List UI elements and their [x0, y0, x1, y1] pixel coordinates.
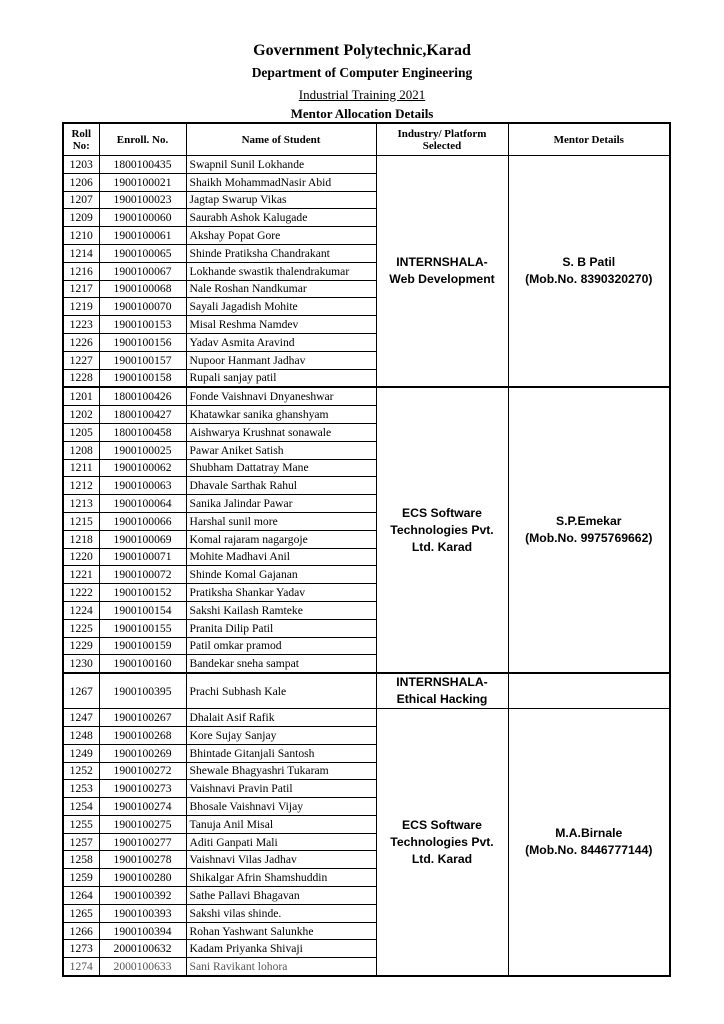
roll-cell: 1264 [63, 887, 99, 905]
name-cell: Kadam Priyanka Shivaji [186, 940, 376, 958]
table-row [63, 387, 670, 405]
enroll-cell: 2000100632 [99, 940, 186, 958]
roll-cell: 1227 [63, 351, 99, 369]
enroll-cell: 1900100064 [99, 495, 186, 513]
roll-cell: 1229 [63, 637, 99, 655]
enroll-cell: 1800100458 [99, 423, 186, 441]
enroll-cell: 1900100066 [99, 512, 186, 530]
roll-header-line2: No: [72, 139, 90, 152]
name-cell: Kore Sujay Sanjay [186, 726, 376, 744]
enroll-cell: 1900100273 [99, 780, 186, 798]
enroll-cell: 1900100394 [99, 922, 186, 940]
enroll-cell: 1900100157 [99, 351, 186, 369]
roll-cell: 1201 [63, 387, 99, 405]
industry-line: Technologies Pvt. [390, 522, 494, 537]
enroll-cell: 1900100025 [99, 441, 186, 459]
roll-cell: 1202 [63, 406, 99, 424]
name-cell: Pratiksha Shankar Yadav [186, 584, 376, 602]
roll-cell: 1215 [63, 512, 99, 530]
roll-cell: 1258 [63, 851, 99, 869]
roll-cell: 1228 [63, 369, 99, 387]
name-cell: Sanika Jalindar Pawar [186, 495, 376, 513]
name-cell: Harshal sunil more [186, 512, 376, 530]
enroll-cell: 1900100278 [99, 851, 186, 869]
name-cell: Bandekar sneha sampat [186, 655, 376, 673]
name-cell: Aditi Ganpati Mali [186, 833, 376, 851]
name-cell: Lokhande swastik thalendrakumar [186, 262, 376, 280]
roll-cell: 1255 [63, 815, 99, 833]
name-cell: Sathe Pallavi Bhagavan [186, 887, 376, 905]
name-cell: Pawar Aniket Satish [186, 441, 376, 459]
institution-title: Government Polytechnic,Karad [253, 42, 471, 59]
name-cell: Vaishnavi Vilas Jadhav [186, 851, 376, 869]
enroll-cell: 1900100152 [99, 584, 186, 602]
mentor-line: (Mob.No. 8446777144) [525, 843, 653, 858]
name-cell: Prachi Subhash Kale [186, 673, 376, 709]
mentor-header: Mentor Details [508, 123, 670, 156]
table-body [63, 156, 670, 977]
enroll-cell: 1900100071 [99, 548, 186, 566]
roll-cell: 1216 [63, 262, 99, 280]
roll-cell: 1223 [63, 316, 99, 334]
name-cell: Shinde Komal Gajanan [186, 566, 376, 584]
roll-cell: 1266 [63, 922, 99, 940]
enroll-cell: 1900100155 [99, 619, 186, 637]
name-cell: Shaikh MohammadNasir Abid [186, 173, 376, 191]
industry-line: Ltd. Karad [411, 539, 473, 554]
name-cell: Bhosale Vaishnavi Vijay [186, 798, 376, 816]
name-cell: Komal rajaram nagargoje [186, 530, 376, 548]
name-cell: Pranita Dilip Patil [186, 619, 376, 637]
roll-cell: 1253 [63, 780, 99, 798]
table-header-row [63, 123, 670, 156]
name-cell: Fonde Vaishnavi Dnyaneshwar [186, 387, 376, 405]
enroll-cell: 1900100275 [99, 815, 186, 833]
enroll-cell: 1900100069 [99, 530, 186, 548]
name-cell: Bhintade Gitanjali Santosh [186, 744, 376, 762]
roll-cell: 1219 [63, 298, 99, 316]
roll-cell: 1218 [63, 530, 99, 548]
mentor-cell [508, 387, 670, 673]
department-title: Department of Computer Engineering [251, 65, 473, 80]
roll-cell: 1213 [63, 495, 99, 513]
mentor-line: M.A.Birnale [555, 826, 623, 841]
roll-cell: 1224 [63, 601, 99, 619]
industry-line: ECS Software [402, 817, 482, 832]
roll-cell: 1249 [63, 744, 99, 762]
industry-header [376, 123, 508, 156]
roll-cell: 1208 [63, 441, 99, 459]
industry-header-line2: Selected [422, 139, 462, 152]
roll-cell: 1205 [63, 423, 99, 441]
name-cell: Tanuja Anil Misal [186, 815, 376, 833]
name-cell: Mohite Madhavi Anil [186, 548, 376, 566]
roll-cell: 1254 [63, 798, 99, 816]
name-cell: Aishwarya Krushnat sonawale [186, 423, 376, 441]
name-cell: Dhalait Asif Rafik [186, 709, 376, 727]
allocation-subtitle: Mentor Allocation Details [290, 106, 434, 121]
industry-line: Ethical Hacking [396, 692, 488, 707]
name-cell: Khatawkar sanika ghanshyam [186, 406, 376, 424]
enroll-cell: 1900100395 [99, 673, 186, 709]
enroll-cell: 1900100072 [99, 566, 186, 584]
name-cell: Shinde Pratiksha Chandrakant [186, 244, 376, 262]
roll-cell: 1207 [63, 191, 99, 209]
enroll-cell: 1900100061 [99, 227, 186, 245]
enroll-cell: 1900100280 [99, 869, 186, 887]
enroll-cell: 1900100063 [99, 477, 186, 495]
enroll-cell: 1800100426 [99, 387, 186, 405]
enroll-cell: 1900100158 [99, 369, 186, 387]
mentor-allocation-table [62, 122, 671, 977]
roll-cell: 1212 [63, 477, 99, 495]
enroll-cell: 1900100067 [99, 262, 186, 280]
roll-cell: 1273 [63, 940, 99, 958]
roll-cell: 1274 [63, 958, 99, 976]
enroll-cell: 1900100267 [99, 709, 186, 727]
roll-cell: 1203 [63, 156, 99, 174]
roll-cell: 1265 [63, 904, 99, 922]
enroll-cell: 1900100274 [99, 798, 186, 816]
enroll-cell: 1900100393 [99, 904, 186, 922]
name-cell: Vaishnavi Pravin Patil [186, 780, 376, 798]
name-cell: Saurabh Ashok Kalugade [186, 209, 376, 227]
enroll-cell: 1800100435 [99, 156, 186, 174]
enroll-cell: 1900100060 [99, 209, 186, 227]
roll-cell: 1210 [63, 227, 99, 245]
name-cell: Sani Ravikant lohora [186, 958, 376, 976]
name-cell: Yadav Asmita Aravind [186, 333, 376, 351]
mentor-cell [508, 156, 670, 388]
name-cell: Swapnil Sunil Lokhande [186, 156, 376, 174]
enroll-cell: 1900100160 [99, 655, 186, 673]
name-cell: Shubham Dattatray Mane [186, 459, 376, 477]
enroll-cell: 1900100392 [99, 887, 186, 905]
roll-cell: 1230 [63, 655, 99, 673]
name-cell: Shewale Bhagyashri Tukaram [186, 762, 376, 780]
enroll-cell: 1900100159 [99, 637, 186, 655]
name-cell: Sayali Jagadish Mohite [186, 298, 376, 316]
mentor-cell [508, 673, 670, 709]
name-cell: Rohan Yashwant Salunkhe [186, 922, 376, 940]
mentor-line: (Mob.No. 9975769662) [525, 531, 653, 546]
industry-cell [376, 673, 508, 709]
industry-line: INTERNSHALA- [396, 255, 488, 270]
enroll-cell: 1900100070 [99, 298, 186, 316]
roll-cell: 1252 [63, 762, 99, 780]
training-title: Industrial Training 2021 [298, 87, 426, 102]
mentor-cell [508, 709, 670, 976]
roll-cell: 1211 [63, 459, 99, 477]
name-header: Name of Student [186, 123, 376, 156]
industry-line: Ltd. Karad [411, 851, 473, 866]
name-cell: Sakshi vilas shinde. [186, 904, 376, 922]
roll-cell: 1214 [63, 244, 99, 262]
name-cell: Jagtap Swarup Vikas [186, 191, 376, 209]
roll-cell: 1220 [63, 548, 99, 566]
enroll-cell: 1800100427 [99, 406, 186, 424]
roll-cell: 1247 [63, 709, 99, 727]
industry-line: Technologies Pvt. [390, 834, 494, 849]
name-cell: Shikalgar Afrin Shamshuddin [186, 869, 376, 887]
enroll-cell: 1900100021 [99, 173, 186, 191]
roll-header [63, 123, 99, 156]
roll-cell: 1225 [63, 619, 99, 637]
roll-header-line1: Roll [71, 127, 92, 140]
enroll-cell: 1900100068 [99, 280, 186, 298]
roll-cell: 1226 [63, 333, 99, 351]
mentor-line: S. B Patil [562, 255, 616, 270]
name-cell: Akshay Popat Gore [186, 227, 376, 245]
roll-cell: 1267 [63, 673, 99, 709]
name-cell: Sakshi Kailash Ramteke [186, 601, 376, 619]
name-cell: Dhavale Sarthak Rahul [186, 477, 376, 495]
table-row [63, 156, 670, 174]
enroll-cell: 1900100154 [99, 601, 186, 619]
name-cell: Misal Reshma Namdev [186, 316, 376, 334]
enroll-cell: 1900100023 [99, 191, 186, 209]
name-cell: Nale Roshan Nandkumar [186, 280, 376, 298]
roll-cell: 1221 [63, 566, 99, 584]
enroll-cell: 1900100062 [99, 459, 186, 477]
enroll-cell: 1900100268 [99, 726, 186, 744]
enroll-cell: 1900100065 [99, 244, 186, 262]
enroll-cell: 1900100153 [99, 316, 186, 334]
industry-line: ECS Software [402, 505, 482, 520]
roll-cell: 1206 [63, 173, 99, 191]
roll-cell: 1217 [63, 280, 99, 298]
industry-cell [376, 387, 508, 673]
name-cell: Nupoor Hanmant Jadhav [186, 351, 376, 369]
table-row [63, 709, 670, 727]
enroll-cell: 2000100633 [99, 958, 186, 976]
enroll-cell: 1900100272 [99, 762, 186, 780]
roll-cell: 1257 [63, 833, 99, 851]
name-cell: Patil omkar pramod [186, 637, 376, 655]
industry-line: Web Development [389, 272, 495, 287]
roll-cell: 1209 [63, 209, 99, 227]
mentor-line: S.P.Emekar [555, 514, 622, 529]
name-cell: Rupali sanjay patil [186, 369, 376, 387]
enroll-cell: 1900100156 [99, 333, 186, 351]
roll-cell: 1248 [63, 726, 99, 744]
industry-header-line1: Industry/ Platform [397, 127, 487, 140]
enroll-cell: 1900100277 [99, 833, 186, 851]
enroll-header: Enroll. No. [99, 123, 186, 156]
table-row [63, 673, 670, 709]
industry-line: INTERNSHALA- [396, 675, 488, 690]
mentor-line: (Mob.No. 8390320270) [525, 272, 653, 287]
industry-cell [376, 156, 508, 388]
enroll-cell: 1900100269 [99, 744, 186, 762]
roll-cell: 1222 [63, 584, 99, 602]
roll-cell: 1259 [63, 869, 99, 887]
industry-cell [376, 709, 508, 976]
